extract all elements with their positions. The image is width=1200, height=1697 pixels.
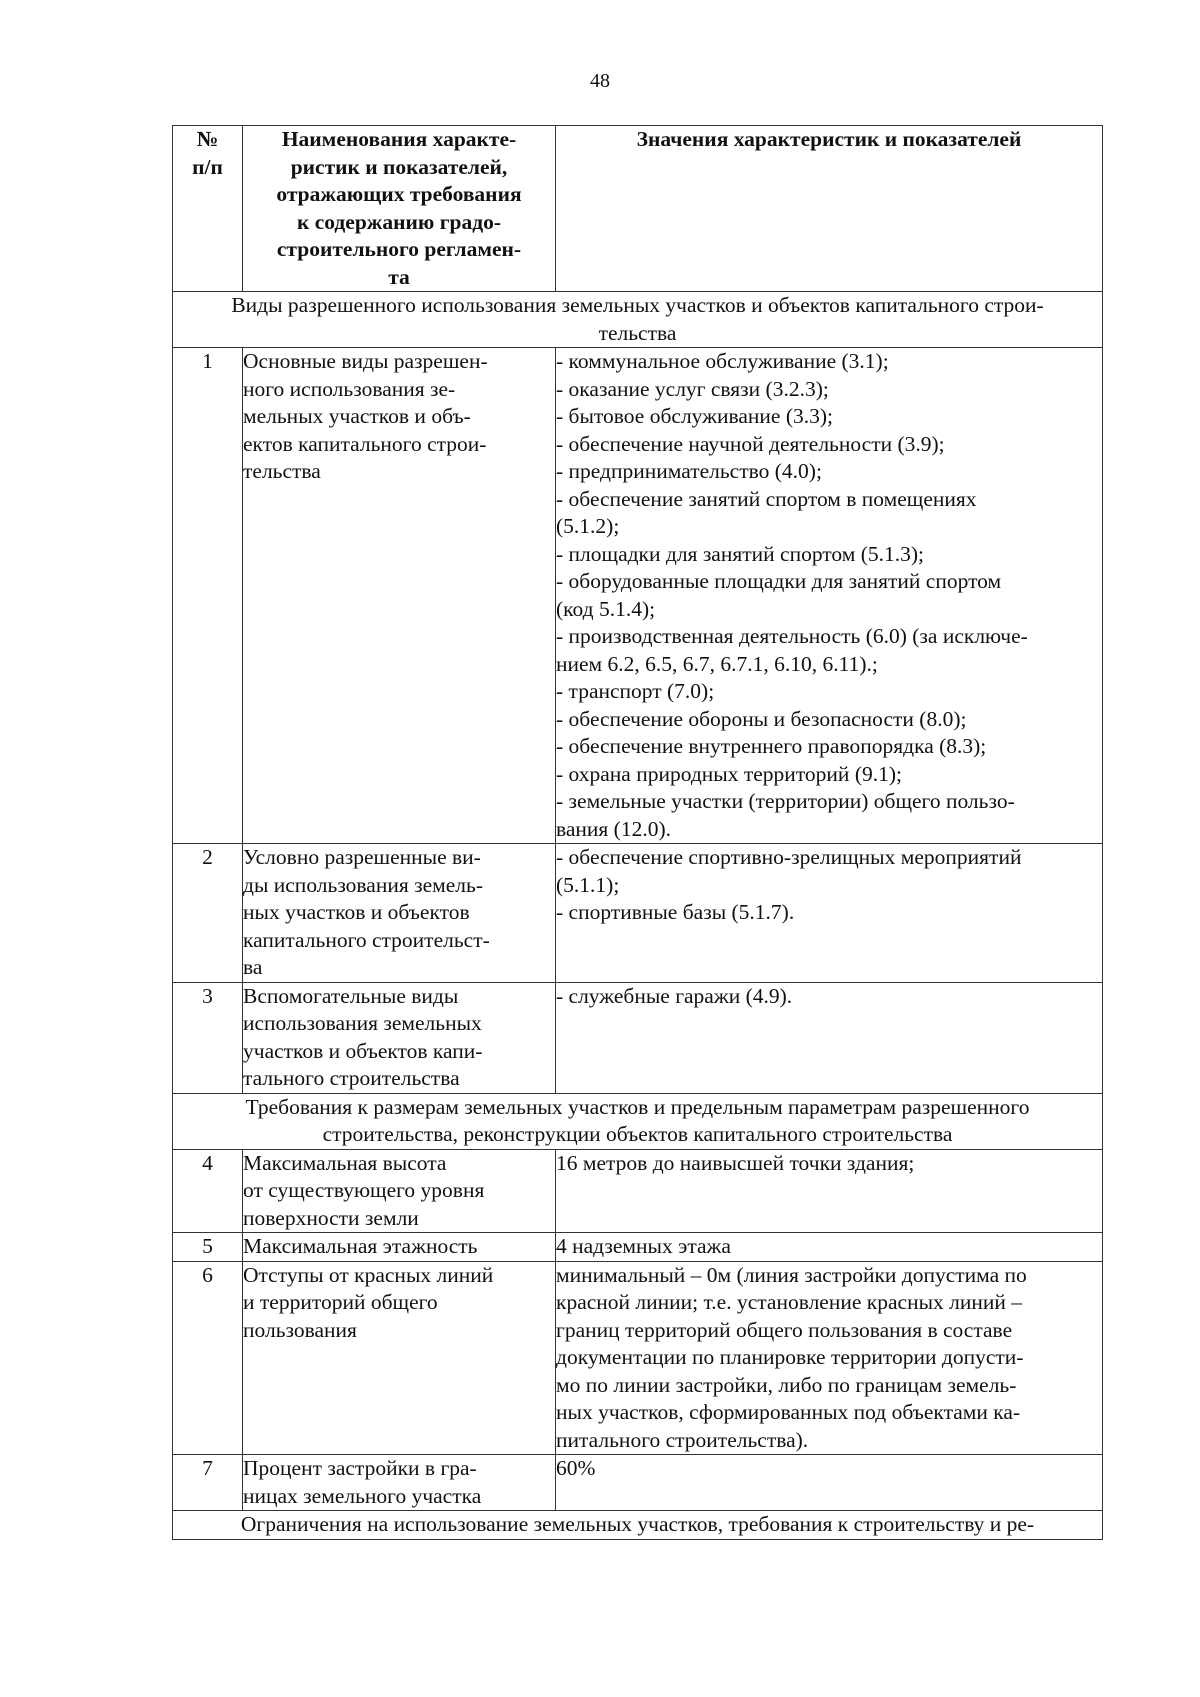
row-value-line: питального строительства). (556, 1427, 809, 1452)
row-value-line: нием 6.2, 6.5, 6.7, 6.7.1, 6.10, 6.11).; (556, 651, 878, 676)
row-name-cell (243, 1261, 556, 1455)
header-number-cell (173, 126, 243, 292)
header-number-line: № (196, 127, 219, 151)
row-name-line: мельных участков и объ- (243, 404, 471, 428)
section-line: строительства, реконструкции объектов капитального строительства (322, 1122, 953, 1146)
row-value-line: границ территорий общего пользования в составе (556, 1317, 1013, 1342)
row-value-line: красной линии; т.е. установление красных линий – (556, 1290, 1023, 1314)
row-value-cell (556, 348, 1103, 844)
row-name-line: Условно разрешенные ви- (243, 845, 481, 869)
section-line: тельства (598, 320, 677, 345)
row-name-line: ных участков и объектов (243, 900, 470, 924)
row-name-line: ды использования земель- (243, 872, 483, 897)
row-name-line: использования земельных (243, 1011, 482, 1035)
row-name-line: от существующего уровня (243, 1178, 485, 1202)
row-value-cell (556, 1261, 1103, 1455)
row-value-line: - коммунальное обслуживание (3.1); (556, 349, 889, 373)
section-title-restrictions (173, 1511, 1103, 1540)
header-name-line: ристик и показателей, (290, 154, 508, 179)
row-value-cell (556, 1233, 1103, 1262)
row-number: 5 (173, 1233, 243, 1262)
row-value-line: - площадки для занятий спортом (5.1.3); (556, 541, 925, 566)
row-value-line: - обеспечение спортивно-зрелищных мероприятий (556, 845, 1022, 869)
row-value-line: 4 надземных этажа (556, 1234, 731, 1258)
row-name-line: ницах земельного участка (243, 1483, 482, 1508)
section-line: Ограничения на использование земельных участков, требования к строительству и ре- (240, 1512, 1035, 1536)
row-value-line: - спортивные базы (5.1.7). (556, 900, 795, 924)
table-row (173, 348, 1103, 844)
row-value-line: документации по планировке территории допусти- (556, 1345, 1024, 1369)
row-value-cell (556, 982, 1103, 1093)
row-name-line: ектов капитального строи- (243, 431, 487, 456)
row-value-line: минимальный – 0м (линия застройки допустима по (556, 1262, 1027, 1287)
row-value-line: - оборудованные площадки для занятий спортом (556, 569, 1002, 593)
row-name-line: и территорий общего (243, 1290, 438, 1314)
row-value-line: - обеспечение занятий спортом в помещениях (556, 486, 977, 511)
header-value-cell (556, 126, 1103, 292)
row-value-line: - обеспечение научной деятельности (3.9); (556, 431, 945, 456)
row-value-line: 60% (556, 1456, 596, 1480)
row-number: 7 (173, 1455, 243, 1511)
section-title-size-requirements (173, 1093, 1103, 1149)
row-name-line: тельства (243, 459, 321, 483)
row-value-line: - транспорт (7.0); (556, 679, 715, 703)
row-number: 1 (173, 348, 243, 844)
table-header-row (173, 126, 1103, 292)
row-value-line: - обеспечение обороны и безопасности (8.0); (556, 706, 967, 731)
row-name-line: ного использования зе- (243, 376, 456, 401)
row-name-line: ва (243, 955, 263, 979)
header-value-text: Значения характеристик и показателей (636, 127, 1022, 151)
section-row (173, 1093, 1103, 1149)
table-row (173, 844, 1103, 983)
page-number: 48 (590, 70, 610, 92)
row-name-cell (243, 844, 556, 983)
table-row (173, 1233, 1103, 1262)
row-value-cell (556, 1455, 1103, 1511)
row-number: 6 (173, 1261, 243, 1455)
section-title-permitted-uses (173, 292, 1103, 348)
row-name-line: капитального строительст- (243, 927, 490, 952)
row-value-line: 16 метров до наивысшей точки здания; (556, 1150, 915, 1175)
section-line: Виды разрешенного использования земельных участков и объектов капитального строи- (231, 293, 1044, 317)
row-name-line: поверхности земли (243, 1205, 419, 1230)
header-name-cell (243, 126, 556, 292)
header-number-line: п/п (192, 154, 223, 179)
row-name-cell (243, 982, 556, 1093)
row-name-line: Максимальная этажность (243, 1234, 478, 1258)
row-value-line: (5.1.2); (556, 514, 620, 538)
table-row (173, 982, 1103, 1093)
header-name-line: к содержанию градо- (297, 209, 501, 234)
row-value-line: - обеспечение внутреннего правопорядка (8.3); (556, 734, 987, 758)
row-value-line: - охрана природных территорий (9.1); (556, 761, 902, 786)
row-name-line: тального строительства (243, 1066, 460, 1090)
table-row (173, 1261, 1103, 1455)
row-name-line: пользования (243, 1317, 357, 1342)
header-name-line: та (388, 264, 410, 289)
row-number: 2 (173, 844, 243, 983)
row-name-line: Вспомогательные виды (243, 983, 459, 1008)
header-name-line: Наименования характе- (281, 127, 517, 151)
row-name-cell (243, 348, 556, 844)
row-value-line: - производственная деятельность (6.0) (за исключе- (556, 624, 1028, 648)
section-row (173, 292, 1103, 348)
section-row (173, 1511, 1103, 1540)
row-number: 4 (173, 1149, 243, 1233)
row-number: 3 (173, 982, 243, 1093)
row-value-line: - земельные участки (территории) общего пользо- (556, 789, 1015, 813)
row-value-line: мо по линии застройки, либо по границам земель- (556, 1372, 1017, 1397)
row-value-line: (5.1.1); (556, 872, 620, 897)
regulation-table (172, 125, 1103, 1540)
row-value-cell (556, 844, 1103, 983)
row-value-cell (556, 1149, 1103, 1233)
row-value-line: - оказание услуг связи (3.2.3); (556, 376, 829, 401)
row-name-line: Процент застройки в гра- (243, 1456, 477, 1480)
header-name-line: строительного регламен- (276, 237, 522, 261)
section-line: Требования к размерам земельных участков и предельным параметрам разрешенного (245, 1094, 1030, 1119)
row-name-cell (243, 1455, 556, 1511)
header-name-line: отражающих требования (276, 182, 522, 206)
row-value-line: - служебные гаражи (4.9). (556, 983, 793, 1008)
row-value-line: ных участков, сформированных под объектами ка- (556, 1400, 1021, 1424)
row-name-line: Максимальная высота (243, 1150, 447, 1175)
row-value-line: (код 5.1.4); (556, 596, 656, 621)
row-value-line: - предпринимательство (4.0); (556, 459, 822, 483)
row-name-cell (243, 1233, 556, 1262)
table-row (173, 1149, 1103, 1233)
row-name-line: Основные виды разрешен- (243, 349, 488, 373)
row-value-line: - бытовое обслуживание (3.3); (556, 404, 834, 428)
table-row (173, 1455, 1103, 1511)
row-name-cell (243, 1149, 556, 1233)
row-name-line: Отступы от красных линий (243, 1262, 494, 1287)
row-name-line: участков и объектов капи- (243, 1038, 483, 1063)
row-value-line: вания (12.0). (556, 816, 672, 841)
